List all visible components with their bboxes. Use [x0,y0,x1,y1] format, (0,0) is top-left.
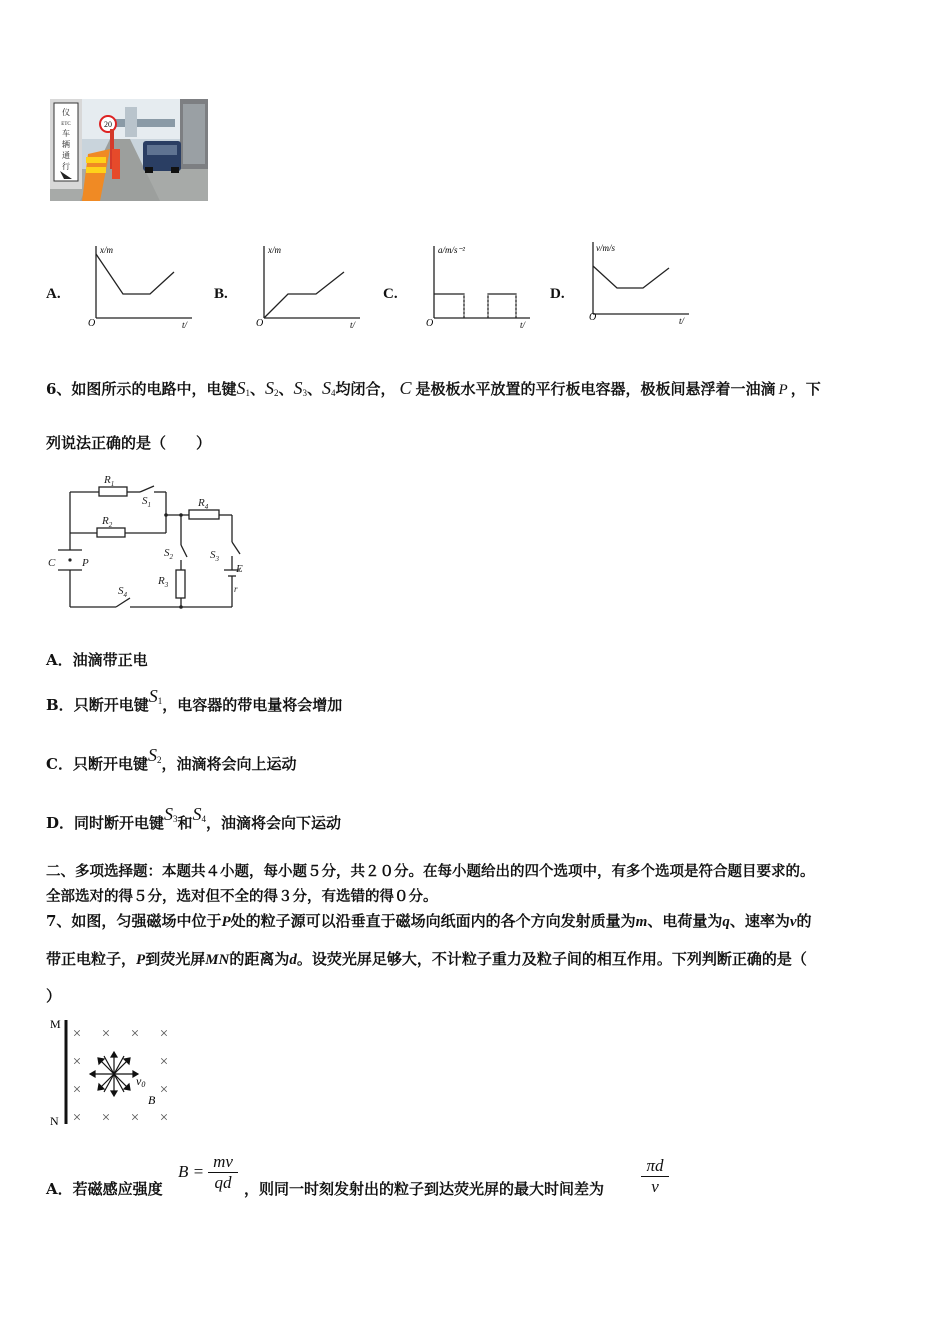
graph-c-ylabel: a/m/s⁻² [438,245,465,255]
q6-option-d-switch-s3: $S_3$ [164,804,178,824]
q7-formula-b-denominator: qd [214,1173,232,1192]
q7-formula-b-lhs: B = [178,1162,205,1181]
q6-option-b-label: B． [46,696,74,714]
q6-option-b[interactable] [46,686,343,715]
q7-option-a-label: A． [46,1180,73,1198]
q7-label-n: N [50,1114,59,1128]
q6-sep2: 、 [278,380,294,398]
q6-switch-s2: $S_2$ [264,378,279,398]
graph-d-xlabel: t/ [679,316,685,326]
svg-text:×: × [72,1082,82,1098]
etc-photo-image [50,99,208,201]
q7-option-a-mid: ，则同一时刻发射出的粒子到达荧光屏的最大时间差为 [244,1180,605,1198]
svg-text:×: × [159,1054,169,1070]
q6-option-d-post: ，油滴将会向下运动 [206,814,342,832]
q6-stem-line1 [46,378,821,399]
q6-option-c-switch: $S_2$ [147,745,162,765]
q6-switch-s3: $S_3$ [293,378,307,398]
graph-a-origin: O [88,318,96,329]
graph-c-xlabel: t/ [520,320,526,330]
svg-text:车: 车 [62,129,70,138]
q6-option-c-label: C． [46,755,73,773]
section2-line2: 全部选对的得５分，选对但不全的得３分，有选错的得０分。 [46,888,438,905]
svg-text:×: × [159,1082,169,1098]
q7-formula-time-fraction [641,1156,669,1197]
q6-option-d[interactable] [46,804,342,833]
circuit-r1-label: $R_1$ [104,474,115,488]
q6-circuit-diagram [44,470,254,615]
graph-d-ylabel: v/m/s [596,243,615,253]
graph-b-origin: O [256,318,264,329]
circuit-s2-label: $S_2$ [164,547,173,561]
svg-text:×: × [72,1026,82,1042]
q5-option-d-label[interactable]: D. [550,286,565,302]
svg-text:×: × [72,1054,82,1070]
circuit-s4-label: $S_4$ [118,585,127,599]
q6-switch-s4: $S_4$ [322,378,336,398]
graph-d[interactable] [585,236,705,328]
q6-drop-symbol: P [778,382,788,398]
q7-formula-time-denominator: v [651,1177,659,1196]
q5-option-b-label[interactable]: B. [214,286,228,302]
circuit-r2-label: $R_2$ [102,515,113,529]
graph-d-origin: O [589,312,597,323]
etc-photo [50,99,208,201]
q6-option-a-label: A． [46,651,73,669]
q6-switch-s1: $S_1$ [236,378,250,398]
svg-text:通: 通 [62,151,70,160]
q7-stem-line2: 带正电粒子，P到荧光屏MN的距离为d。设荧光屏足够大，不计粒子重力及粒子间的相互作用。下列判断正确的是（ [46,950,807,968]
circuit-r-label: r [234,584,238,594]
svg-text:×: × [159,1110,169,1126]
q7-formula-b-numerator: mv [208,1152,238,1173]
q7-stem-line3: ） [46,987,62,1005]
circuit-r3-label: $R_3$ [158,575,169,589]
q6-option-d-mid: 和 [177,814,193,832]
svg-text:×: × [159,1026,169,1042]
circuit-e-label: E [236,563,243,575]
svg-text:仪: 仪 [62,108,70,117]
q6-stem-mid: 均闭合， [335,380,396,398]
q7-formula-b-fraction [208,1152,238,1193]
graph-b-ylabel: x/m [268,245,281,255]
circuit-r4-label: $R_4$ [198,497,209,511]
svg-text:辆: 辆 [62,140,70,149]
q6-option-b-pre: 只断开电键 [73,696,149,714]
q7-field-diagram [46,1012,186,1132]
q7-stem-line1: 7、如图，匀强磁场中位于P处的粒子源可以沿垂直于磁场向纸面内的各个方向发射质量为m、电荷量为q、速率为v的 [46,912,812,930]
q5-option-a-label[interactable]: A. [46,286,61,302]
circuit-p-label: P [82,557,89,569]
speed-limit-text: 20 [104,120,112,129]
q7-label-m: M [50,1017,61,1031]
q7-option-a-pre: 若磁感应强度 [72,1180,163,1198]
graph-a-ylabel: x/m [100,245,113,255]
graph-a[interactable] [80,240,200,330]
q5-option-c-label[interactable]: C. [383,286,398,302]
q6-option-d-switch-s4: $S_4$ [192,804,207,824]
section2-line1: 二、多项选择题：本题共４小题，每小题５分，共２０分。在每小题给出的四个选项中，有多个选项是符合题目要求的。 [46,863,815,880]
q6-stem-mid2: 是极板水平放置的平行板电容器，极板间悬浮着一油滴 [415,380,776,398]
q6-cap-symbol: C [399,378,412,398]
svg-text:×: × [130,1110,140,1126]
q7-label-b: B [148,1093,156,1107]
svg-text:×: × [72,1110,82,1126]
q6-stem-end: ，下 [790,380,821,398]
q6-option-c[interactable] [46,745,297,774]
q6-option-d-pre: 同时断开电键 [74,814,165,832]
q7-option-a[interactable] [46,1178,163,1199]
graph-b-xlabel: t/ [350,320,356,330]
q6-option-c-post: ，油滴将会向上运动 [161,755,297,773]
q6-option-a-text: 油滴带正电 [72,651,148,669]
q7-label-v0: v0 [136,1074,146,1089]
q6-option-c-pre: 只断开电键 [72,755,148,773]
svg-text:行: 行 [62,162,70,171]
q6-stem-line2: 列说法正确的是（ ） [46,434,212,452]
q6-sep3: 、 [306,380,322,398]
q7-formula-time-numerator: πd [641,1156,669,1177]
circuit-c-label: C [48,557,56,569]
graph-b[interactable] [248,240,368,330]
graph-a-xlabel: t/ [182,320,188,330]
graph-c[interactable] [418,240,538,330]
q6-stem-prefix: 6、如图所示的电路中，电键 [46,380,237,398]
q6-sep1: 、 [249,380,265,398]
svg-text:×: × [130,1026,140,1042]
q6-option-b-post: ，电容器的带电量将会增加 [162,696,343,714]
q6-option-d-label: D． [46,814,75,832]
svg-text:ETC: ETC [61,122,71,127]
q6-option-a[interactable] [46,649,148,670]
circuit-s3-label: $S_3$ [210,549,219,563]
circuit-s1-label: $S_1$ [142,495,151,509]
q6-option-b-switch: $S_1$ [148,686,163,706]
svg-text:×: × [101,1110,111,1126]
graph-c-origin: O [426,318,434,329]
svg-text:×: × [101,1026,111,1042]
